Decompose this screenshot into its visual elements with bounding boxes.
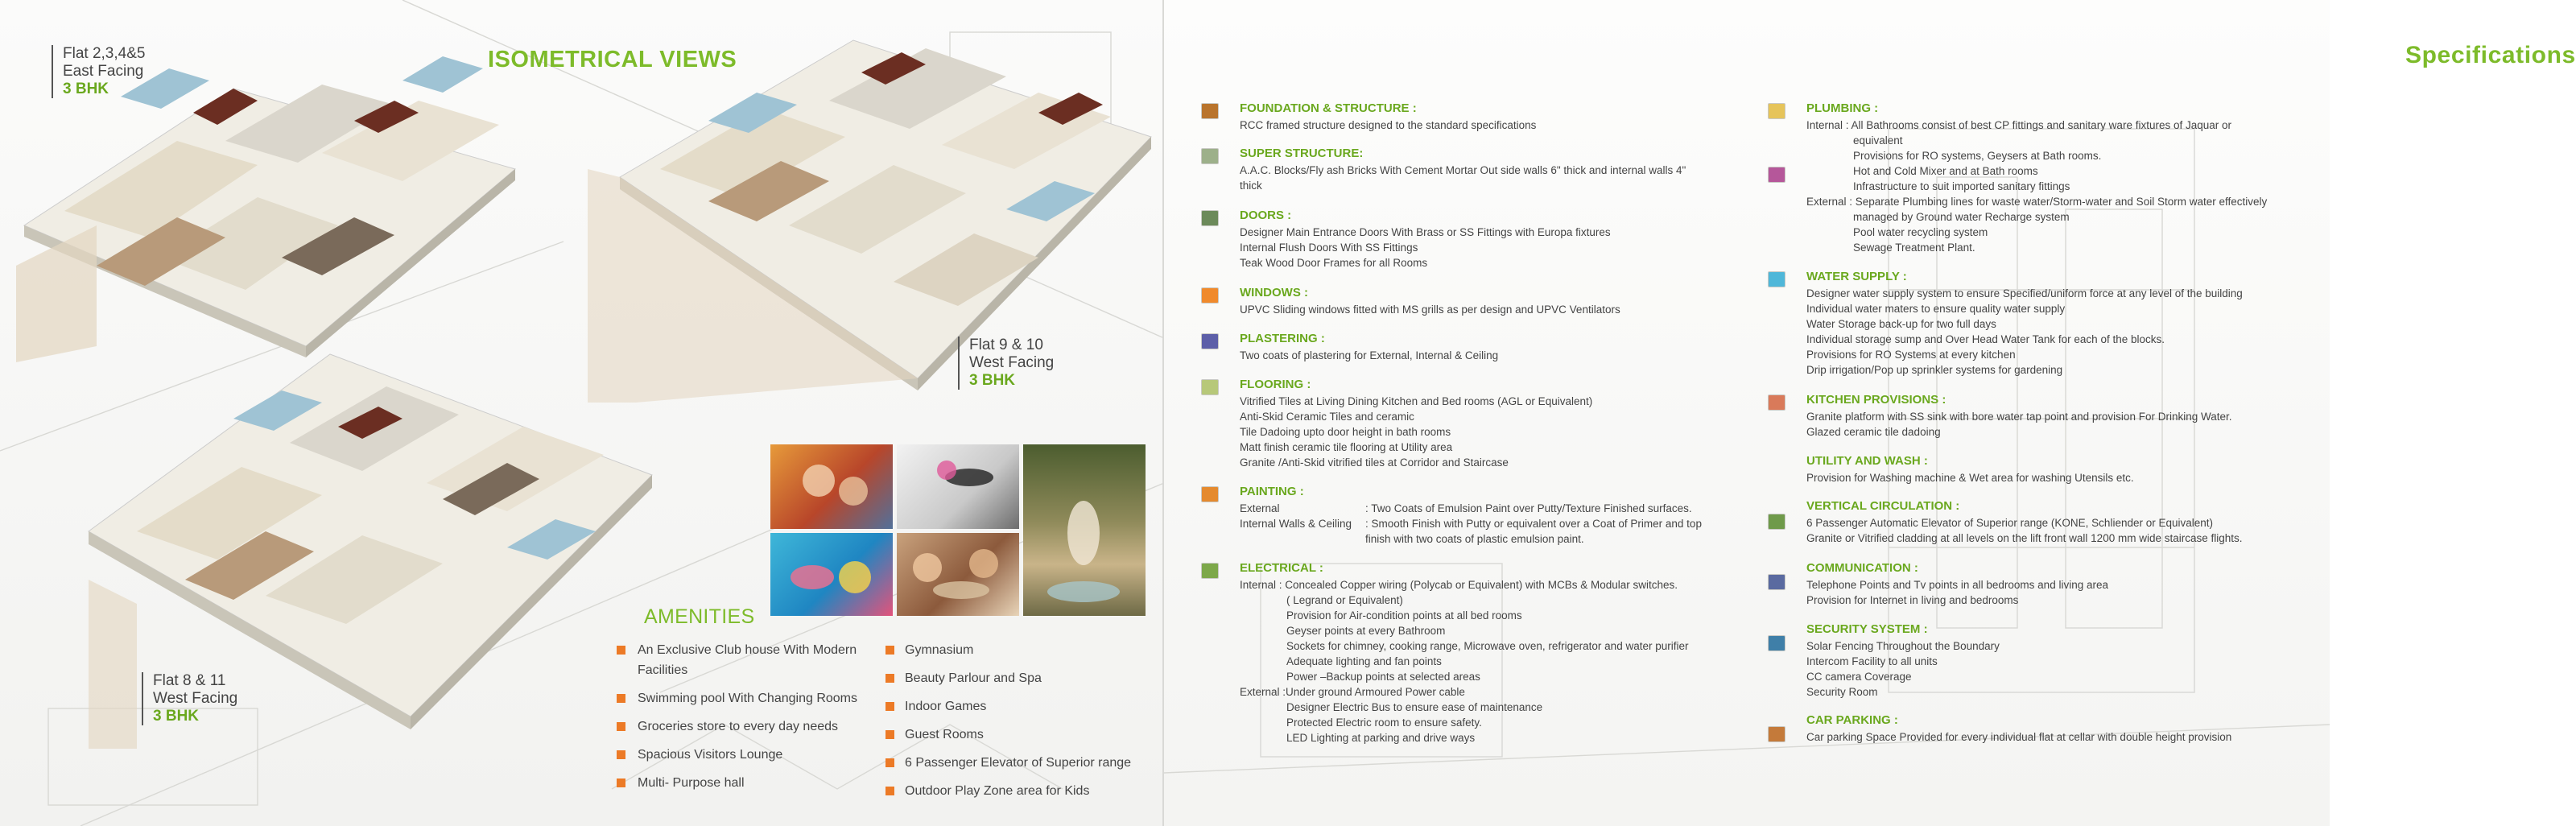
specifications-page: Specifications FOUNDATION & STRUCTURE : RCC framed structure designed to the standard specifications SUPER STRUCTURE: A.A.C. Blocks/Fly ash Bricks With Cement Mortar Out side walls 6" thick and internal walls 4" thick DOORS : Designer Main Entrance Doors With Brass or SS Fittings with Europa fixtures Internal Flush Doors With SS Fittings Teak Wood Door Frames for all Rooms WINDOWS : UPVC Sliding windows fitted with MS grills as per design and UPVC Ventilators PLASTERING : Two coats of plastering for External, Internal & Ceiling FLOORING : Vitrified Tiles at Living Dining Kitchen and Bed rooms (AGL or Equivalent) Anti-Skid Ceramic Tiles and ceramic Tile Dadoing upto door height in bath rooms Matt finish ceramic tile flooring at Utility area Granite /Anti-Skid vitrified tiles at Corridor and Staircase PAINTING : External : Two Coats of Emulsion Paint over Putty/Texture Finished surfaces. Internal Walls & Ceiling : Smooth Finish with Putty or equivalent over a Coat of Primer and top finish with two coats of plastic emulsion paint. ELECTRICAL : Internal : Concealed Copper wiring (Polycab or Equivalent) with MCBs & Modular switches. ( Legrand or Equivalent) Provision for Air-condition points at all bed rooms Geyser points at every Bathroom Sockets for chimney, cooking range, Microwave oven, refrigerator and water purifier Adequate lighting and fan points Power –Backup points at selected areas External :Under ground Armoured Power cable Designer Electric Bus to ensure ease of maintenance Protected Electric room to ensure safety. LED Lighting at parking and drive ways PLUMBING : Internal : All Bathrooms consist of best CP fittings and sanitary ware fixtures of Jaquar or equivalent Provisions for RO systems, Geysers at Bath rooms. Hot and Cold Mixer and at Bath rooms Infrastructure to suit imported sanitary fittings External : Separate Plumbing lines for waste water/Storm-water and Soil Storm water effectively managed by Ground water Recharge system Pool water recycling system Sewage Treatment Plant. WATER SUPPLY : Designer water supply system to ensure Specified/uniform force at any level of the building Individual water maters to ensure quality water supply Water Storage back-up for two full days Individual storage sump and Over Head Water Tank for each of the blocks. Provisions for RO Systems at every kitchen Drip irrigation/Pop up sprinkler systems for gardening KITCHEN PROVISIONS : Granite platform with SS sink with bore water tap point and provision For Drinking Water. Glazed ceramic tile dadoing UTILITY AND WASH : Provision for Washing machine & Wet area for washing Utensils etc. VERTICAL CIRCULATION : 6 Passenger Automatic Elevator of Superior range (KONE, Schliender or Equivalent) Granite or Vitrified cladding at all levels on the lift front wall 1200 mm wide staircase flights. COMMUNICATION : Telephone Points and Tv points in all bedrooms and living area Provision for Internet in living and bedrooms SECURITY SYSTEM : Solar Fencing Throughout the Boundary Intercom Facility to all units CC camera Coverage Security Room CAR PARKING : Car parking Space Provided for every individual flat at cellar with double height provision (1164, 0, 2330, 826)
flat-label-2 (958, 337, 1054, 390)
bullet-square-icon (886, 646, 894, 655)
water-drop-icon (1768, 271, 1785, 287)
page-title: Specifications (2405, 42, 2576, 68)
washing-machine-icon (1768, 456, 1785, 472)
flat-label-3 (142, 672, 237, 725)
brick-icon (1201, 148, 1219, 164)
photo-swimming-pool (770, 533, 893, 616)
car-icon (1768, 726, 1785, 742)
floorplan-flat-9-10 (588, 24, 1167, 403)
flat-name: Flat 8 & 11 (153, 672, 226, 689)
amenity-item: Guest Rooms (884, 725, 1158, 745)
tile-icon (1201, 379, 1219, 395)
amenity-item: Beauty Parlour and Spa (884, 669, 1158, 688)
water-tap-icon (1768, 167, 1785, 183)
amenity-photo-collage (769, 444, 1147, 617)
amenities-list-1 (617, 641, 882, 802)
flat-bhk: 3 BHK (969, 372, 1016, 389)
phone-icon (1768, 574, 1785, 590)
paint-roller-icon (1201, 486, 1219, 502)
amenity-item: Indoor Games (884, 697, 1158, 717)
flat-facing: West Facing (153, 690, 238, 707)
tap-icon (1768, 103, 1785, 119)
photo-indoor-games (897, 533, 1019, 616)
bullet-square-icon (886, 730, 894, 739)
bullet-square-icon (617, 779, 625, 787)
page-title: ISOMETRICAL VIEWS (488, 47, 737, 72)
amenity-item: Outdoor Play Zone area for Kids (884, 782, 1158, 801)
photo-grocery-family (770, 444, 893, 529)
elevator-icon (1768, 514, 1785, 530)
bullet-square-icon (886, 758, 894, 767)
bullet-square-icon (617, 722, 625, 731)
bullet-square-icon (886, 787, 894, 795)
flat-bhk: 3 BHK (153, 708, 200, 725)
amenity-item: Gymnasium (884, 641, 1158, 660)
amenity-item: An Exclusive Club house With Modern (617, 641, 882, 660)
door-icon (1201, 210, 1219, 226)
structure-icon (1201, 103, 1219, 119)
amenity-item: Swimming pool With Changing Rooms (617, 689, 882, 708)
bullet-square-icon (617, 694, 625, 703)
flat-bhk: 3 BHK (63, 81, 109, 97)
flat-label-1 (52, 45, 145, 98)
amenity-item-continued: Facilities (638, 663, 688, 677)
amenity-item: 6 Passenger Elevator of Superior range (884, 754, 1158, 773)
window-icon (1201, 287, 1219, 304)
camera-icon (1768, 635, 1785, 651)
bullet-square-icon (617, 646, 625, 655)
amenity-item: Multi- Purpose hall (617, 774, 882, 793)
trowel-icon (1201, 333, 1219, 349)
photo-gym (897, 444, 1019, 529)
amenity-item: Groceries store to every day needs (617, 717, 882, 737)
flat-facing: West Facing (969, 354, 1055, 371)
amenities-title: AMENITIES (644, 605, 755, 628)
flat-name: Flat 2,3,4&5 (63, 45, 146, 62)
flat-name: Flat 9 & 10 (969, 337, 1043, 353)
isometric-views-page (0, 0, 1164, 826)
bullet-square-icon (886, 702, 894, 711)
kitchen-icon (1768, 394, 1785, 411)
bullet-square-icon (886, 674, 894, 683)
photo-yoga-spa (1023, 444, 1146, 616)
bulb-icon (1201, 563, 1219, 579)
amenity-item: Spacious Visitors Lounge (617, 745, 882, 765)
flat-facing: East Facing (63, 63, 144, 80)
bullet-square-icon (617, 750, 625, 759)
amenities-list-2 (884, 641, 1158, 810)
